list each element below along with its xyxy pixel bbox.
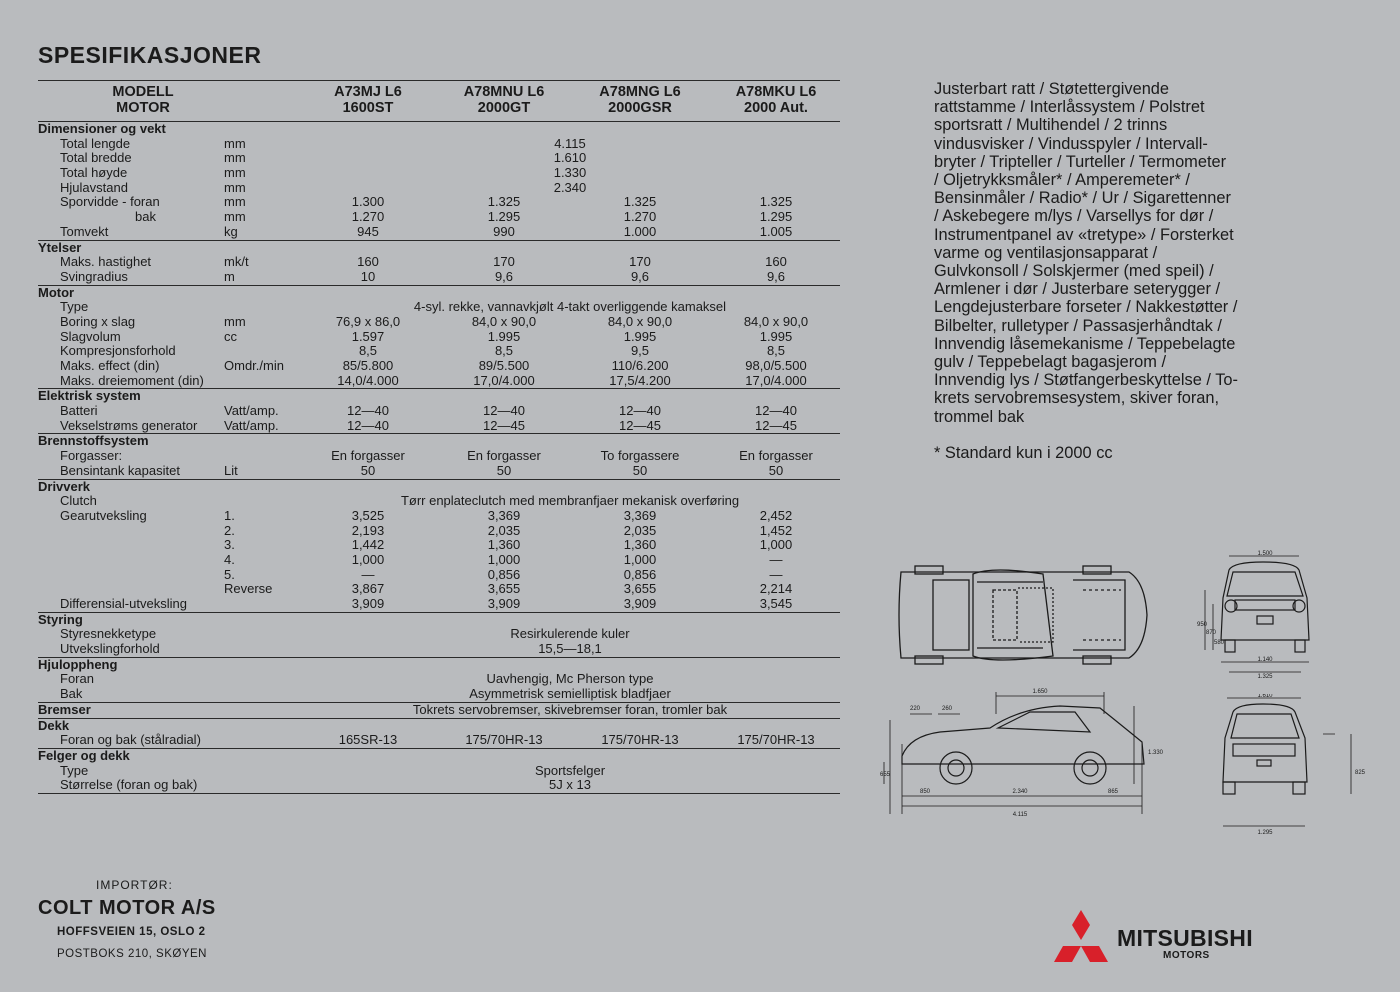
section-heading: Hjuloppheng [38, 656, 118, 672]
row-value: 170 [629, 254, 651, 270]
row-value: 160 [765, 254, 787, 270]
row-value: 9,6 [630, 268, 650, 284]
dim-ground: 655 [880, 772, 891, 778]
importer-address-1: HOFFSVEIEN 15, OSLO 2 [57, 926, 206, 938]
spec-row [38, 449, 840, 464]
row-value-all-models: Asymmetrisk semielliptisk bladfjaer [469, 686, 671, 702]
row-value: 175/70HR-13 [737, 732, 815, 748]
row-label: Svingradius [60, 268, 128, 284]
model-engine: 2000GT [477, 100, 531, 116]
row-value: 3,655 [623, 581, 657, 597]
row-value-all-models: 4-syl. rekke, vannavkjølt 4-takt overliggende kamaksel [413, 299, 727, 315]
row-value: 990 [493, 223, 515, 239]
row-value-all-models: Sportsfelger [534, 762, 606, 778]
row-value: 3,867 [351, 581, 385, 597]
row-value: 17,0/4.000 [473, 372, 535, 388]
section-heading: Dimensioner og vekt [38, 121, 166, 136]
row-label: Forgasser: [60, 448, 123, 464]
spec-section [38, 434, 840, 479]
row-value: 12—40 [755, 403, 797, 419]
row-value: 1.995 [759, 328, 793, 344]
row-unit: mm [224, 194, 246, 210]
row-unit: mm [224, 179, 246, 195]
row-unit: mm [224, 209, 246, 225]
row-value: 12—40 [483, 403, 525, 419]
row-value: — [769, 551, 783, 567]
row-value: 50 [768, 462, 784, 478]
row-value: 85/5.800 [342, 358, 394, 373]
dim-870: 870 [1206, 630, 1217, 636]
spec-section [38, 749, 840, 794]
spec-row [38, 703, 840, 718]
spec-row [38, 255, 840, 270]
row-value: 1.295 [487, 209, 521, 225]
brand-name: MITSUBISHI [1117, 925, 1253, 951]
row-label: Maks. effect (din) [60, 358, 160, 373]
row-value: 1.325 [623, 194, 657, 210]
row-value-all-models: 2.340 [553, 179, 587, 195]
equipment-line: Innvendig lys / Støtfangerbeskyttelse / To- [934, 371, 1238, 390]
row-label: Utvekslingforhold [60, 641, 160, 657]
row-value-all-models: 4.115 [554, 135, 586, 151]
row-value: En forgasser [467, 448, 541, 464]
equipment-line: vindusvisker / Vindusspyler / Intervall- [934, 134, 1208, 153]
spec-section [38, 613, 840, 658]
row-value: 1,000 [623, 551, 657, 567]
row-label: Differensial-utveksling [60, 596, 187, 611]
row-label: Foran [60, 671, 94, 687]
row-value: 89/5.500 [478, 358, 530, 373]
row-label: Foran og bak (stålradial) [60, 732, 201, 748]
spec-table [38, 80, 840, 794]
row-value: 14,0/4.000 [337, 372, 399, 388]
spec-row [38, 344, 840, 359]
row-value: 1,000 [759, 537, 793, 553]
row-value: 10 [360, 268, 376, 284]
dim-rear-overhang: 865 [1108, 789, 1119, 795]
spec-row [38, 300, 840, 315]
dim-950: 950 [1197, 622, 1208, 628]
row-unit: 1. [224, 507, 235, 523]
spec-row [38, 642, 840, 657]
row-value: 1.300 [351, 194, 385, 210]
row-value: 1,000 [351, 551, 385, 567]
dim-260: 260 [942, 706, 953, 712]
row-value: 84,0 x 90,0 [607, 313, 673, 329]
model-engine: 1600ST [342, 100, 394, 116]
section-heading: Motor [38, 284, 75, 300]
row-label: Tomvekt [60, 223, 109, 239]
row-value: 98,0/5.500 [745, 358, 807, 373]
row-unit: mk/t [224, 254, 249, 270]
row-unit: mm [224, 313, 246, 329]
row-value: 50 [632, 462, 648, 478]
spec-row [38, 195, 840, 210]
section-heading: Ytelser [38, 239, 82, 255]
row-label: Boring x slag [60, 313, 136, 329]
model-col-1 [300, 84, 436, 116]
spec-row [38, 597, 840, 612]
section-heading: Brennstoffsystem [38, 433, 149, 449]
model-name: A73MJ L6 [334, 84, 402, 100]
equipment-line: trommel bak [934, 407, 1025, 426]
spec-row [38, 494, 840, 509]
row-value: 175/70HR-13 [465, 732, 543, 748]
equipment-line: Bensinmåler / Radio* / Ur / Sigarettenner [934, 189, 1231, 208]
row-value: 165SR-13 [338, 732, 398, 748]
spec-row [38, 315, 840, 330]
dim-front-track-2: 1.325 [1257, 674, 1273, 680]
equipment-line: Armlener i dør / Justerbare seterygger / [934, 280, 1221, 299]
row-label: Bensintank kapasitet [60, 462, 180, 478]
row-unit: m [224, 268, 235, 284]
row-label: Sporvidde - foran [60, 194, 160, 210]
row-unit: Reverse [224, 581, 273, 597]
row-value: 12—40 [347, 417, 389, 433]
equipment-line: / Oljetrykksmåler* / Amperemeter* / [934, 171, 1190, 190]
row-label: Bak [60, 686, 83, 702]
row-value: 2,452 [759, 507, 793, 523]
row-value: 1.325 [759, 194, 793, 210]
row-value-all-models: 1.330 [553, 165, 587, 181]
row-value: 12—40 [619, 403, 661, 419]
row-value: 0,856 [623, 566, 657, 582]
spec-row [38, 330, 840, 345]
spec-row [38, 464, 840, 479]
car-rear-view-drawing [1195, 694, 1365, 844]
equipment-line: rattstamme / Interlåssystem / Polstret [934, 98, 1205, 117]
row-value: — [769, 566, 783, 582]
row-value: 1.270 [623, 209, 657, 225]
row-value: 84,0 x 90,0 [471, 313, 537, 329]
spec-row [38, 270, 840, 285]
spec-row [38, 137, 840, 152]
row-value: 3,909 [623, 596, 657, 611]
section-heading: Dekk [38, 717, 70, 733]
row-unit: 3. [224, 537, 235, 553]
model-col-2 [436, 84, 572, 116]
header-motor: MOTOR [116, 100, 170, 116]
row-unit: 4. [224, 551, 235, 567]
dim-wheelbase: 2.340 [1012, 789, 1028, 795]
dim-cabin: 1.650 [1032, 689, 1048, 695]
header-model-motor [38, 84, 248, 116]
row-value: 0,856 [487, 566, 521, 582]
row-unit: 5. [224, 566, 235, 582]
dim-overall-length: 4.115 [1012, 812, 1028, 818]
row-unit: mm [224, 165, 246, 181]
row-unit: Vatt/amp. [224, 403, 279, 419]
car-side-view-drawing [880, 684, 1170, 834]
spec-row [38, 568, 840, 583]
row-value: 3,369 [623, 507, 657, 523]
row-label: Batteri [60, 403, 98, 419]
equipment-line: Instrumentpanel av «tretype» / Forsterket [934, 225, 1234, 244]
section-heading: Felger og dekk [38, 747, 130, 763]
row-label: Kompresjonsforhold [60, 343, 176, 359]
row-value: 170 [493, 254, 515, 270]
row-value: En forgasser [739, 448, 813, 464]
row-value: 76,9 x 86,0 [335, 313, 401, 329]
row-value: 110/6.200 [611, 358, 669, 373]
row-value: — [361, 566, 375, 582]
row-value: 50 [496, 462, 512, 478]
row-value: 8,5 [358, 343, 378, 359]
equipment-line: gulv / Teppebelagt bagasjerom / [934, 353, 1167, 372]
row-value: 17,5/4.200 [609, 372, 671, 388]
row-unit: 2. [224, 522, 235, 538]
importer-name: COLT MOTOR A/S [38, 897, 216, 919]
model-name: A78MNU L6 [463, 84, 545, 100]
row-value: 1,452 [759, 522, 793, 538]
spec-row [38, 553, 840, 568]
spec-row [38, 538, 840, 553]
row-unit: kg [224, 223, 238, 239]
row-label: Vekselstrøms generator [60, 417, 198, 433]
row-value: En forgasser [331, 448, 405, 464]
spec-sections [38, 122, 840, 794]
row-value-all-models: Uavhengig, Mc Pherson type [486, 671, 654, 687]
footnote: * Standard kun i 2000 cc [934, 444, 1113, 462]
row-value: 3,369 [487, 507, 521, 523]
row-label: Type [60, 762, 89, 778]
row-value-all-models: Tokrets servobremser, skivebremser foran, tromler bak [412, 701, 728, 717]
dim-220: 220 [910, 706, 921, 712]
equipment-line: sportsratt / Multihendel / 2 trinns [934, 116, 1168, 135]
row-value-all-models: Tørr enplateclutch med membranfjaer mekanisk overføring [400, 493, 740, 509]
row-value: 1.995 [623, 328, 657, 344]
row-unit: mm [224, 150, 246, 166]
row-value: 2,035 [487, 522, 521, 538]
row-label: Type [60, 299, 89, 315]
spec-row [38, 374, 840, 389]
spec-row [38, 359, 840, 374]
row-unit: Vatt/amp. [224, 417, 279, 433]
dim-front-width: 1.500 [1257, 551, 1273, 557]
row-label: Maks. hastighet [60, 254, 152, 270]
spec-row [38, 733, 840, 748]
equipment-line: bryter / Tripteller / Turteller / Termometer [934, 152, 1227, 171]
row-unit: Lit [224, 462, 238, 478]
spec-row [38, 582, 840, 597]
section-heading: Bremser [38, 701, 91, 717]
table-header [38, 81, 840, 121]
equipment-line: Bilbelter, rulletyper / Passasjerhåndtak / [934, 316, 1222, 335]
equipment-line: varme og ventilasjonsapparat / [934, 243, 1158, 262]
row-label: Gearutveksling [60, 507, 147, 523]
row-label: Maks. dreiemoment (din) [60, 372, 204, 388]
equipment-line: Gulvkonsoll / Solskjermer (med speil) / [934, 262, 1214, 281]
row-value: 160 [357, 254, 379, 270]
row-label: Hjulavstand [60, 179, 128, 195]
row-unit: Omdr./min [224, 358, 284, 373]
row-value: 175/70HR-13 [601, 732, 679, 748]
spec-row [38, 627, 840, 642]
spec-row [38, 524, 840, 539]
dim-height: 1.330 [1148, 750, 1164, 756]
row-value: 1.270 [351, 209, 385, 225]
importer-address-2: POSTBOKS 210, SKØYEN [57, 948, 207, 960]
row-value-all-models: 15,5—18,1 [538, 641, 602, 657]
row-value: 12—45 [483, 417, 525, 433]
spec-row [38, 181, 840, 196]
header-modell: MODELL [112, 84, 174, 100]
model-name: A78MKU L6 [735, 84, 817, 100]
spec-row [38, 225, 840, 240]
row-value: 1.005 [759, 223, 793, 239]
row-value: 9,5 [630, 343, 650, 359]
row-value: 2,193 [351, 522, 385, 538]
section-heading: Drivverk [38, 478, 91, 494]
spec-row [38, 404, 840, 419]
row-value: 1.995 [487, 328, 521, 344]
row-value: 945 [357, 223, 379, 239]
model-engine: 2000GSR [608, 100, 672, 116]
spec-section [38, 658, 840, 703]
row-value-all-models: 5J x 13 [549, 777, 591, 793]
row-value: 1,360 [623, 537, 657, 553]
row-label: Total bredde [60, 150, 132, 166]
spec-section [38, 241, 840, 286]
row-value: 12—40 [347, 403, 389, 419]
spec-section [38, 122, 840, 241]
row-label: Størrelse (foran og bak) [60, 777, 198, 793]
car-front-view-drawing [1195, 550, 1335, 680]
row-value-all-models: 1.610 [553, 150, 587, 166]
model-name: A78MNG L6 [599, 84, 681, 100]
spec-section [38, 719, 840, 749]
spec-section [38, 286, 840, 390]
spec-row [38, 509, 840, 524]
dim-825: 825 [1355, 770, 1365, 776]
row-label: Clutch [60, 493, 97, 509]
row-label: Styresnekketype [60, 626, 157, 642]
row-value: 1,442 [351, 537, 385, 553]
row-label: bak [135, 209, 156, 225]
row-value: 3,909 [487, 596, 521, 611]
brand-sub: MOTORS [1163, 950, 1210, 961]
page-title: SPESIFIKASJONER [38, 42, 262, 68]
equipment-list [934, 80, 1294, 426]
row-value: 84,0 x 90,0 [743, 313, 809, 329]
dim-rear-track: 1.295 [1257, 830, 1273, 836]
spec-section [38, 389, 840, 434]
car-top-view-drawing [893, 560, 1153, 670]
dim-front-overhang: 850 [920, 789, 931, 795]
row-value: 12—45 [755, 417, 797, 433]
row-value: 1.295 [759, 209, 793, 225]
dim-front-track: 1.140 [1257, 657, 1273, 663]
row-value: To forgassere [600, 448, 680, 464]
row-value: 1.325 [487, 194, 521, 210]
row-value: 1,000 [487, 551, 521, 567]
model-col-3 [572, 84, 708, 116]
row-value: 8,5 [494, 343, 514, 359]
row-label: Slagvolum [60, 328, 121, 344]
spec-row [38, 778, 840, 793]
importer-label: IMPORTØR: [96, 878, 173, 892]
row-value: 2,035 [623, 522, 657, 538]
row-label: Total lengde [60, 135, 131, 151]
row-value: 12—45 [619, 417, 661, 433]
row-value: 50 [360, 462, 376, 478]
dim-580: 580 [1214, 640, 1225, 646]
row-value: 9,6 [766, 268, 786, 284]
row-value: 3,909 [351, 596, 385, 611]
spec-row [38, 687, 840, 702]
equipment-line: krets servobremsesystem, skiver foran, [934, 389, 1220, 408]
spec-section [38, 480, 840, 613]
equipment-line: Innvendig låsemekanisme / Teppebelagte [934, 334, 1236, 353]
spec-row [38, 419, 840, 434]
row-value: 1.597 [351, 328, 385, 344]
row-value: 1,360 [487, 537, 521, 553]
spec-row [38, 764, 840, 779]
spec-section [38, 703, 840, 719]
row-unit: cc [224, 328, 237, 344]
row-value: 2,214 [759, 581, 793, 597]
equipment-line: Lengdejusterbare forseter / Nakkestøtter / [934, 298, 1238, 317]
row-label: Total høyde [60, 165, 128, 181]
row-value: 17,0/4.000 [745, 372, 807, 388]
section-heading: Styring [38, 611, 83, 627]
spec-row [38, 672, 840, 687]
equipment-line: Justerbart ratt / Støtettergivende [934, 80, 1170, 98]
row-value: 3,655 [487, 581, 521, 597]
spec-row [38, 210, 840, 225]
spec-row [38, 151, 840, 166]
dim-rear-width: 1.610 [1257, 694, 1273, 699]
spec-row [38, 166, 840, 181]
row-value: 3,545 [759, 596, 793, 611]
row-value: 3,525 [351, 507, 385, 523]
section-heading: Elektrisk system [38, 388, 141, 404]
mitsubishi-logo-icon [1050, 908, 1112, 964]
equipment-line: / Askebegere m/lys / Varsellys for dør / [934, 207, 1214, 226]
row-value: 9,6 [494, 268, 514, 284]
row-unit: mm [224, 135, 246, 151]
row-value: 8,5 [766, 343, 786, 359]
row-value-all-models: Resirkulerende kuler [510, 626, 630, 642]
model-engine: 2000 Aut. [744, 100, 808, 116]
model-col-4 [708, 84, 844, 116]
row-value: 1.000 [623, 223, 657, 239]
